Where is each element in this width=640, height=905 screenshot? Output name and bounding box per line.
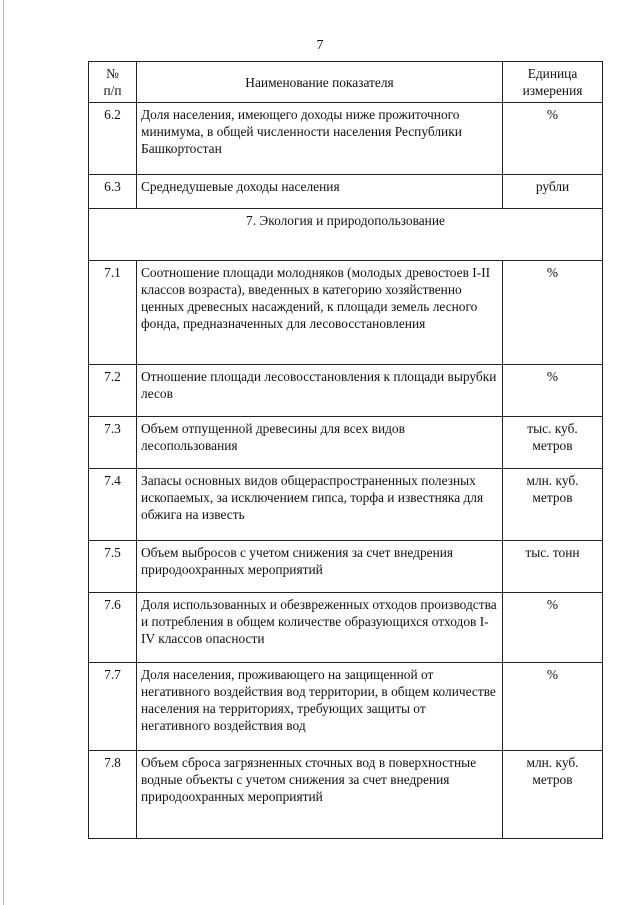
row-unit: тыс. тонн	[503, 541, 603, 593]
header-name	[137, 62, 503, 103]
row-name: Запасы основных видов общераспространенных полезных ископаемых, за исключением гипса, торфа и известняка для обжига на известь	[137, 469, 503, 541]
row-name: Доля использованных и обезвреженных отходов производства и потребления в общем количестве образующихся отходов I-IV классов опасности	[137, 593, 503, 663]
header-unit	[503, 62, 603, 103]
row-name: Доля населения, имеющего доходы ниже прожиточного минимума, в общей численности населения Республики Башкортостан	[137, 103, 503, 175]
row-unit: млн. куб. метров	[503, 751, 603, 839]
section-title: 7. Экология и природопользование	[89, 209, 603, 261]
row-number: 7.5	[89, 541, 137, 593]
row-name: Соотношение площади молодняков (молодых древостоев I-II классов возраста), введенных в категорию хозяйственно ценных древесных насаждений, к площади земель лесного фонда, предназначенных для лесовосстановления	[137, 261, 503, 365]
table-row	[89, 663, 603, 751]
table-row	[89, 261, 603, 365]
page-number: 7	[316, 38, 324, 53]
table-body	[89, 103, 603, 839]
row-number: 7.8	[89, 751, 137, 839]
row-unit: %	[503, 103, 603, 175]
header-unit-text: Единица измерения	[522, 66, 583, 98]
row-number: 7.4	[89, 469, 137, 541]
section-row	[89, 209, 603, 261]
table-header-row	[89, 62, 603, 103]
table-row	[89, 103, 603, 175]
table-row	[89, 541, 603, 593]
row-unit: млн. куб. метров	[503, 469, 603, 541]
indicators-table	[88, 61, 603, 839]
row-unit: %	[503, 593, 603, 663]
scan-edge-line	[3, 0, 4, 905]
row-number: 7.7	[89, 663, 137, 751]
row-number: 7.3	[89, 417, 137, 469]
row-number: 7.1	[89, 261, 137, 365]
row-unit: %	[503, 365, 603, 417]
row-unit: тыс. куб. метров	[503, 417, 603, 469]
row-number: 6.2	[89, 103, 137, 175]
row-name: Объем отпущенной древесины для всех видов лесопользования	[137, 417, 503, 469]
row-name: Объем выбросов с учетом снижения за счет внедрения природоохранных мероприятий	[137, 541, 503, 593]
table-row	[89, 365, 603, 417]
row-name: Доля населения, проживающего на защищенной от негативного воздействия вод территории, в общем количестве населения на территориях, требующих защиты от негативного воздействия вод	[137, 663, 503, 751]
table-row	[89, 417, 603, 469]
row-name: Среднедушевые доходы населения	[137, 175, 503, 209]
header-name-text: Наименование показателя	[245, 74, 394, 90]
row-unit: %	[503, 261, 603, 365]
table-row	[89, 175, 603, 209]
header-number	[89, 62, 137, 103]
row-unit: %	[503, 663, 603, 751]
row-name: Объем сброса загрязненных сточных вод в поверхностные водные объекты с учетом снижения за счет внедрения природоохранных мероприятий	[137, 751, 503, 839]
header-number-text: № п/п	[103, 66, 122, 98]
table-row	[89, 751, 603, 839]
row-unit: рубли	[503, 175, 603, 209]
table-row	[89, 469, 603, 541]
table-row	[89, 593, 603, 663]
row-name: Отношение площади лесовосстановления к площади вырубки лесов	[137, 365, 503, 417]
row-number: 7.2	[89, 365, 137, 417]
row-number: 6.3	[89, 175, 137, 209]
row-number: 7.6	[89, 593, 137, 663]
